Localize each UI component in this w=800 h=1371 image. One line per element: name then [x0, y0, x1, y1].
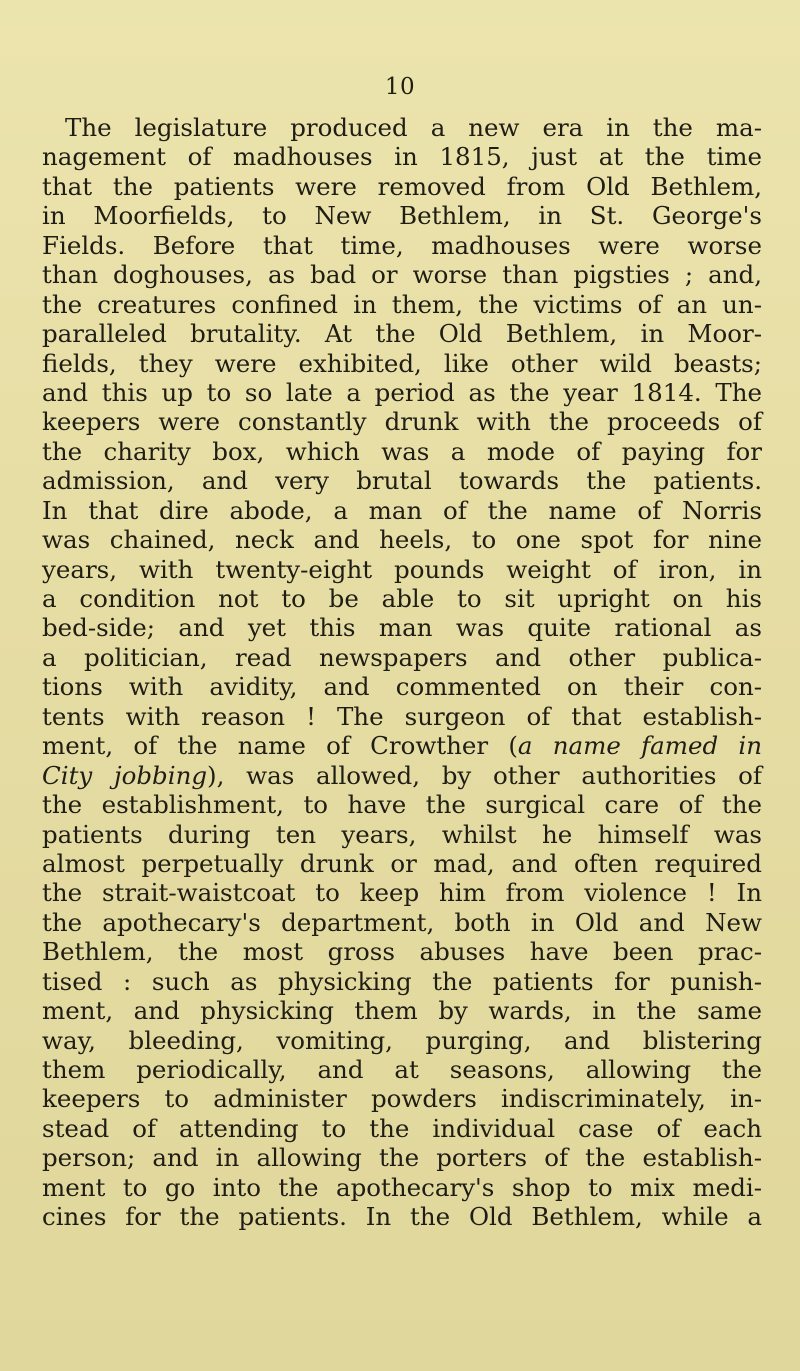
text-line: Fields. Before that time, madhouses were worse — [42, 230, 762, 260]
italic-phrase: a name famed in — [517, 731, 762, 761]
page-number: 10 — [384, 74, 416, 100]
text-line: bed-side; and yet this man was quite rational as — [42, 613, 762, 643]
text-line: that the patients were removed from Old Bethlem, — [42, 171, 762, 201]
text-line: the charity box, which was a mode of paying for — [42, 436, 762, 466]
text-line-mixed — [42, 731, 762, 760]
text-line: in Moorfields, to New Bethlem, in St. George's — [42, 201, 762, 231]
text-line: keepers were constantly drunk with the proceeds of — [42, 407, 762, 437]
text-line: a politician, read newspapers and other publica- — [42, 642, 762, 672]
text-line: tents with reason ! The surgeon of that establish- — [42, 701, 762, 731]
text-line: patients during ten years, whilst he himself was — [42, 819, 762, 849]
text-line: Bethlem, the most gross abuses have been prac- — [42, 937, 762, 967]
italic-phrase: City jobbing — [42, 760, 208, 790]
text-line: a condition not to be able to sit upright on his — [42, 584, 762, 613]
text-line: ment, and physicking them by wards, in the same — [42, 996, 762, 1026]
text-line: stead of attending to the individual case of each — [42, 1113, 762, 1143]
text-line: cines for the patients. In the Old Bethlem, while a — [42, 1202, 762, 1232]
text-line: than doghouses, as bad or worse than pigsties ; and, — [42, 260, 762, 290]
text-run: ), was allowed, by other authorities of — [207, 760, 762, 790]
text-line: and this up to so late a period as the year 1814. The — [42, 377, 762, 407]
text-line: paralleled brutality. At the Old Bethlem, in Moor- — [42, 319, 762, 349]
text-line: keepers to administer powders indiscriminately, in- — [42, 1084, 762, 1114]
text-line: them periodically, and at seasons, allowing the — [42, 1055, 762, 1084]
text-line: nagement of madhouses in 1815, just at the time — [42, 142, 762, 172]
body-paragraph — [42, 113, 762, 1232]
text-line: admission, and very brutal towards the patients. — [42, 466, 762, 496]
text-line-mixed — [42, 761, 762, 790]
text-line: the establishment, to have the surgical care of the — [42, 790, 762, 820]
text-line: was chained, neck and heels, to one spot for nine — [42, 525, 762, 555]
text-line: way, bleeding, vomiting, purging, and blistering — [42, 1025, 762, 1055]
text-line: tised : such as physicking the patients for punish- — [42, 966, 762, 996]
text-line: the apothecary's department, both in Old and New — [42, 907, 762, 937]
text-line: In that dire abode, a man of the name of Norris — [42, 495, 762, 525]
text-line: person; and in allowing the porters of the establish- — [42, 1143, 762, 1173]
text-line: ment to go into the apothecary's shop to mix medi- — [42, 1172, 762, 1202]
text-line: fields, they were exhibited, like other wild beasts; — [42, 348, 762, 378]
text-line: the creatures confined in them, the victims of an un- — [42, 289, 762, 319]
text-line: tions with avidity, and commented on their con- — [42, 672, 762, 702]
text-line: The legislature produced a new era in the ma- — [65, 113, 762, 142]
text-line: years, with twenty-eight pounds weight of iron, in — [42, 554, 762, 584]
text-line: the strait-waistcoat to keep him from violence ! In — [42, 878, 762, 908]
text-run: ment, of the name of Crowther ( — [42, 731, 518, 761]
text-line: almost perpetually drunk or mad, and often required — [42, 848, 762, 878]
